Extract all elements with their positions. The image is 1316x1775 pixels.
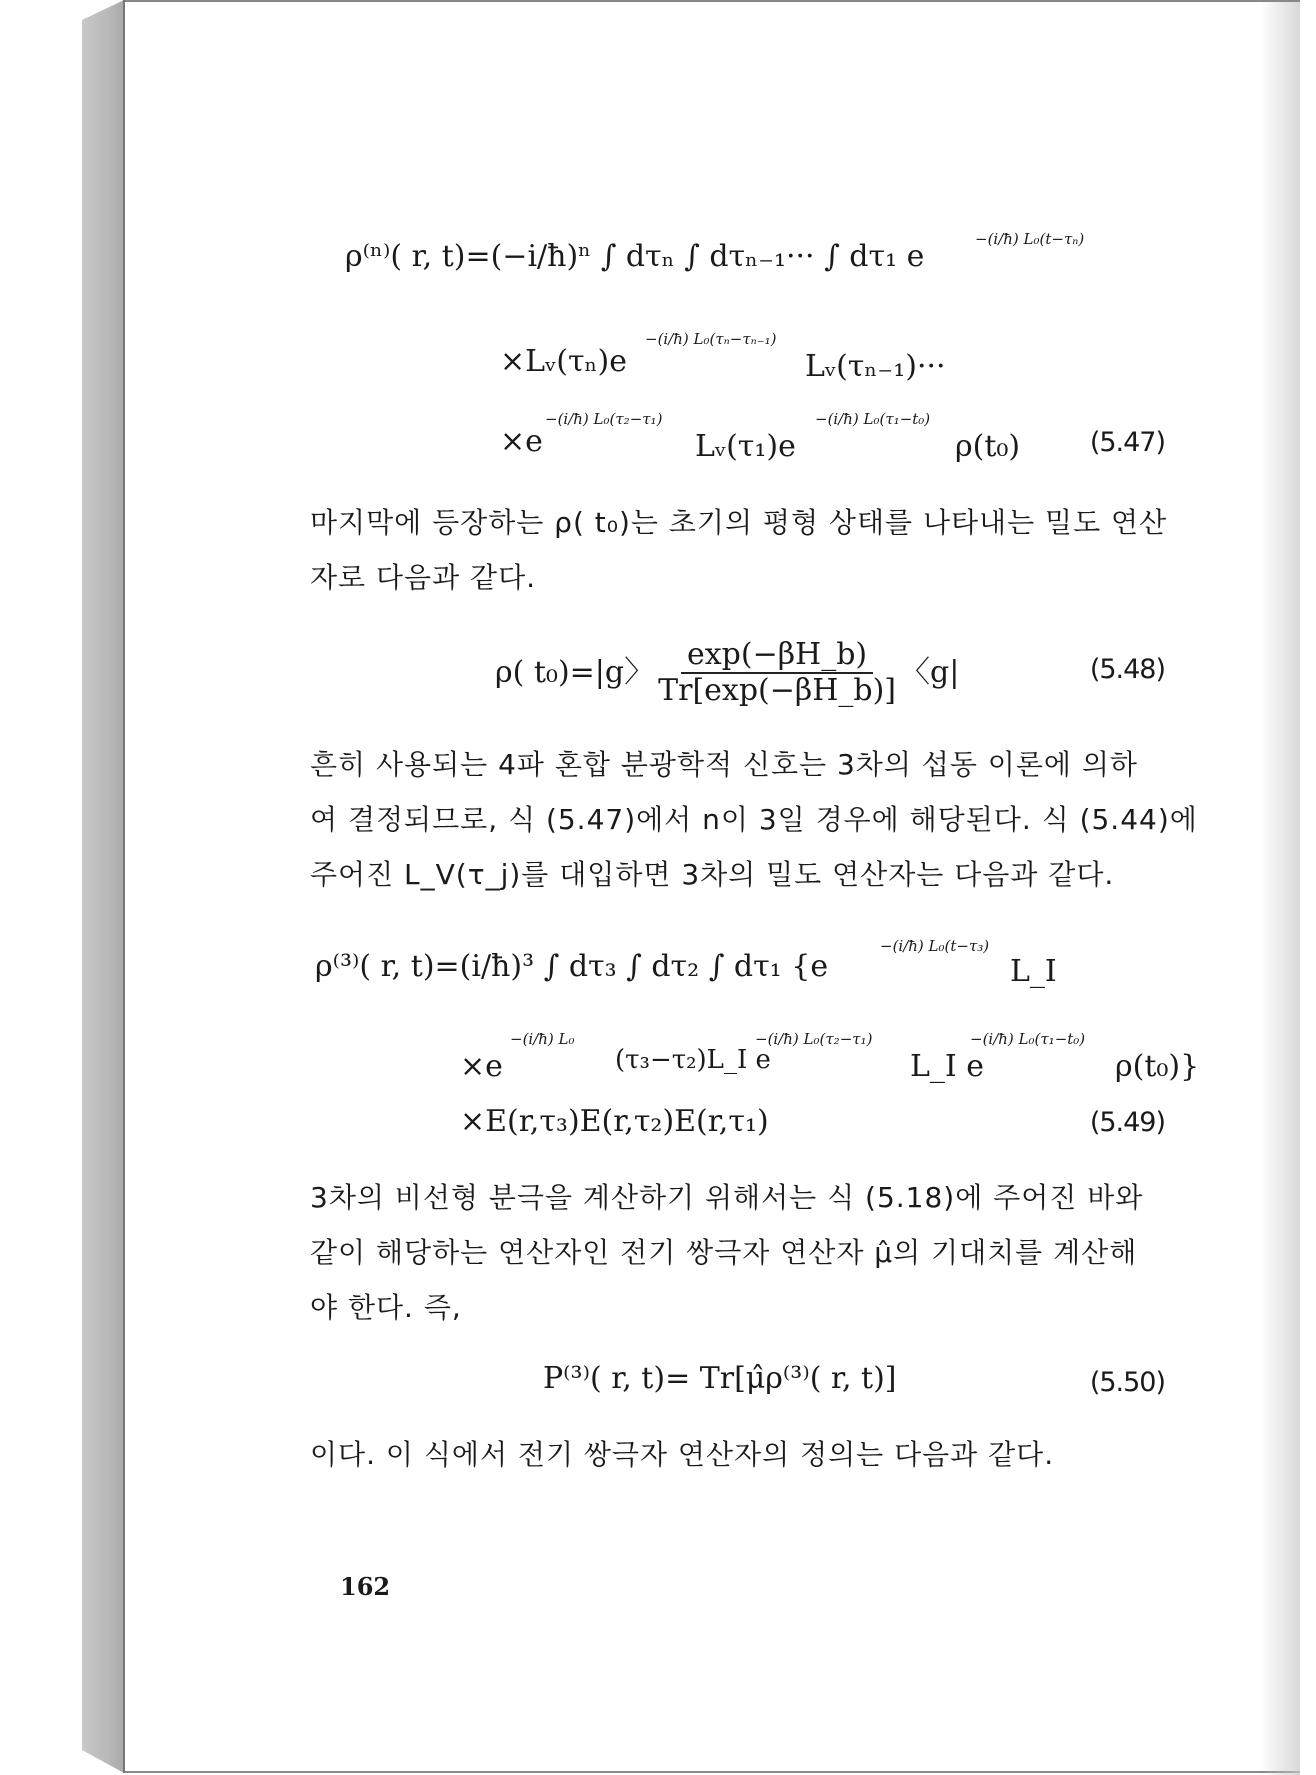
- equation-text: ×E(r,τ₃)E(r,τ₂)E(r,τ₁): [460, 1104, 769, 1139]
- paragraph-line: 이다. 이 식에서 전기 쌍극자 연산자의 정의는 다음과 같다.: [310, 1438, 1055, 1471]
- equation-5-50: [543, 1361, 897, 1396]
- equation-number-5-48: (5.48): [1089, 654, 1165, 685]
- equation-text: Lᵥ(τ₁)e: [695, 429, 796, 464]
- equation-5-49-line-1: [315, 949, 829, 984]
- equation-text: ρ⁽ⁿ⁾( r, t)=(−i/ħ)ⁿ ∫ dτₙ ∫ dτₙ₋₁··· ∫ dτ₁ e: [345, 239, 925, 274]
- book-page: [125, 0, 1300, 1773]
- equation-text: (τ₃−τ₂)L_I e: [615, 1045, 771, 1075]
- equation-text: ×e: [460, 1049, 503, 1084]
- equation-5-49-line-1-tail: [1010, 954, 1057, 989]
- equation-text: P⁽³⁾( r, t)= Tr[μ̂ρ⁽³⁾( r, t)]: [543, 1361, 897, 1396]
- equation-5-49-line-3: [460, 1104, 769, 1139]
- exponent-text: −(i/ħ) L₀(τ₂−τ₁): [545, 410, 663, 428]
- paragraph-line: 같이 해당하는 연산자인 전기 쌍극자 연산자 μ̂의 기대치를 계산해: [310, 1236, 1138, 1269]
- equation-text: ×Lᵥ(τₙ)e: [500, 344, 627, 379]
- page-content: [125, 2, 1300, 1775]
- equation-5-47-line-3-mid: [695, 429, 796, 464]
- paragraph-line: 3차의 비선형 분극을 계산하기 위해서는 식 (5.18)에 주어진 바와: [310, 1181, 1144, 1214]
- paragraph-line: 흔히 사용되는 4파 혼합 분광학적 신호는 3차의 섭동 이론에 의하: [310, 748, 1138, 781]
- equation-5-49-exponent-2: [510, 1030, 575, 1048]
- equation-text: ρ(t₀): [955, 429, 1021, 464]
- exponent-text: −(i/ħ) L₀(t−τ₃): [880, 937, 990, 955]
- equation-5-47-line-1: [345, 239, 925, 274]
- equation-rhs: 〈g|: [900, 655, 960, 690]
- equation-number-5-49: (5.49): [1089, 1107, 1165, 1138]
- exponent-text: −(i/ħ) L₀(τ₁−t₀): [815, 410, 931, 428]
- equation-text: L_I e: [910, 1049, 985, 1084]
- paragraph-4: [310, 1427, 1195, 1482]
- paragraph-line: 야 한다. 즉,: [310, 1291, 462, 1324]
- exponent-text: −(i/ħ) L₀(τₙ−τₙ₋₁): [645, 330, 777, 348]
- equation-text: ρ⁽³⁾( r, t)=(i/ħ)³ ∫ dτ₃ ∫ dτ₂ ∫ dτ₁ {e: [315, 949, 829, 984]
- equation-5-49-exponent-1: [880, 937, 989, 955]
- equation-5-47-line-3: [500, 424, 543, 459]
- paragraph-3: [310, 1170, 1195, 1335]
- equation-5-47-line-2: [500, 344, 627, 379]
- exponent-text: −(i/ħ) L₀(τ₁−t₀): [970, 1030, 1086, 1048]
- equation-5-49-line-2: [460, 1049, 503, 1084]
- exponent-text: −(i/ħ) L₀(τ₂−τ₁): [755, 1030, 873, 1048]
- equation-5-47-exponent-3: [545, 410, 662, 428]
- paragraph-line: 여 결정되므로, 식 (5.47)에서 n이 3일 경우에 해당된다. 식 (5.44)에: [310, 803, 1198, 836]
- equation-text: ×e: [500, 424, 543, 459]
- equation-5-48: [495, 637, 960, 708]
- equation-5-49-line-2-tail: [1115, 1049, 1200, 1084]
- fraction: [658, 637, 897, 708]
- equation-text: Lᵥ(τₙ₋₁)···: [805, 349, 946, 384]
- equation-5-49-exponent-4: [970, 1030, 1085, 1048]
- paragraph-line: 마지막에 등장하는 ρ( t₀)는 초기의 평형 상태를 나타내는 밀도 연산: [310, 506, 1168, 539]
- paragraph-line: 주어진 L_V(τ_j)를 대입하면 3차의 밀도 연산자는 다음과 같다.: [310, 858, 1115, 891]
- fraction-denominator: Tr[exp(−βH_b)]: [658, 673, 897, 708]
- equation-5-47-exponent-4: [815, 410, 930, 428]
- fraction-numerator: exp(−βH_b): [681, 640, 873, 674]
- paragraph-1: [310, 495, 1195, 605]
- equation-5-47-exponent-1: [975, 230, 1084, 248]
- equation-text: ρ(t₀)}: [1115, 1049, 1200, 1084]
- equation-5-49-line-2-mid-2: [910, 1049, 985, 1084]
- page-number: 162: [340, 1572, 391, 1601]
- exponent-text: −(i/ħ) L₀: [510, 1030, 575, 1048]
- paragraph-line: 자로 다음과 같다.: [310, 561, 537, 594]
- equation-lhs: ρ( t₀)=|g〉: [495, 655, 655, 690]
- equation-5-47-line-3-tail: [955, 429, 1021, 464]
- equation-5-47-line-2-tail: [805, 349, 946, 384]
- equation-number-5-50: (5.50): [1089, 1367, 1165, 1398]
- equation-5-49-exponent-3: [755, 1030, 872, 1048]
- equation-text: L_I: [1010, 954, 1057, 989]
- paragraph-2: [310, 737, 1198, 902]
- equation-number-5-47: (5.47): [1089, 427, 1165, 458]
- equation-5-47-exponent-2: [645, 330, 776, 348]
- equation-5-49-line-2-mid-1: [615, 1047, 771, 1073]
- exponent-text: −(i/ħ) L₀(t−τₙ): [975, 230, 1085, 248]
- book-spine: [82, 0, 124, 1773]
